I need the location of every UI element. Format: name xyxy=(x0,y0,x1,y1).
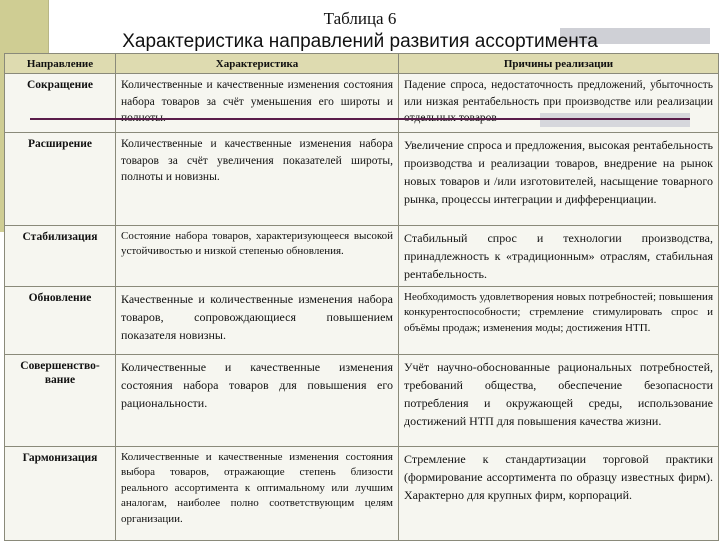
direction-cell: Стабилизация xyxy=(5,226,116,287)
reasons-cell: Падение спроса, недостаточность предложений, убыточность или низкая рентабельность при производстве или реализации xyxy=(399,74,719,133)
characteristic-cell: Количественные и качественные изменения набора товаров за счёт увеличения показателей широты, полноты и новизны. xyxy=(116,133,399,226)
direction-cell: Сокращение xyxy=(5,74,116,133)
characteristic-cell: Количественные и качественные изменения состояния выбора товаров, отражающие степень близости реального ассортимента к оптимальному или лучшим аналогам, наиболее полно соответствующим целям организации. xyxy=(116,447,399,541)
direction-cell: Совершенство-вание xyxy=(5,355,116,447)
decorative-underline xyxy=(30,118,690,120)
column-header-reasons: Причины реализации xyxy=(399,54,719,74)
table-row xyxy=(5,287,719,355)
table-number: Таблица 6 xyxy=(323,9,397,28)
table-header-row xyxy=(5,54,719,74)
characteristic-cell: Качественные и количественные изменения набора товаров, сопровождающиеся повышением показателя новизны. xyxy=(116,287,399,355)
column-header-characteristic: Характеристика xyxy=(116,54,399,74)
characteristic-cell: Количественные и качественные изменения состояния набора товаров за счёт уменьшения его широты и xyxy=(116,74,399,133)
reasons-cell: Необходимость удовлетворения новых потребностей; повышения конкурентоспособности; стремление стимулировать спрос и объёмы продаж; изменения моды; достижения НТП. xyxy=(399,287,719,355)
reasons-cell: Учёт научно-обоснованные рациональных потребностей, требований общества, обеспечение безопасности потребления и окружающей среды, использование достижений НТП для повышения качества жизни. xyxy=(399,355,719,447)
direction-cell: Расширение xyxy=(5,133,116,226)
column-header-direction: Направление xyxy=(5,54,116,74)
direction-cell: Обновление xyxy=(5,287,116,355)
page-title: Характеристика направлений развития ассортимента xyxy=(122,31,598,52)
table-row xyxy=(5,226,719,287)
reasons-cell: Увеличение спроса и предложения, высокая рентабельность производства и реализации товаров, внедрение на рынок новых товаров и /или изготовителей, насыщение товарного рынка, процессы интеграции и дифференциации. xyxy=(399,133,719,226)
table-row xyxy=(5,447,719,541)
characteristic-cell: Количественные и качественные изменения состояния набора товаров для повышения его рациональности. xyxy=(116,355,399,447)
table-row xyxy=(5,355,719,447)
direction-cell: Гармонизация xyxy=(5,447,116,541)
table-row xyxy=(5,133,719,226)
decorative-shade xyxy=(540,113,690,127)
reasons-cell: Стабильный спрос и технологии производства, принадлежность к «традиционным» отраслям, стабильная рентабельность. xyxy=(399,226,719,287)
reasons-cell: Стремление к стандартизации торговой практики (формирование ассортимента по образцу известных фирм). Характерно для крупных фирм, корпораций. xyxy=(399,447,719,541)
characteristic-cell: Состояние набора товаров, характеризующееся высокой устойчивостью и низкой степенью обновления. xyxy=(116,226,399,287)
